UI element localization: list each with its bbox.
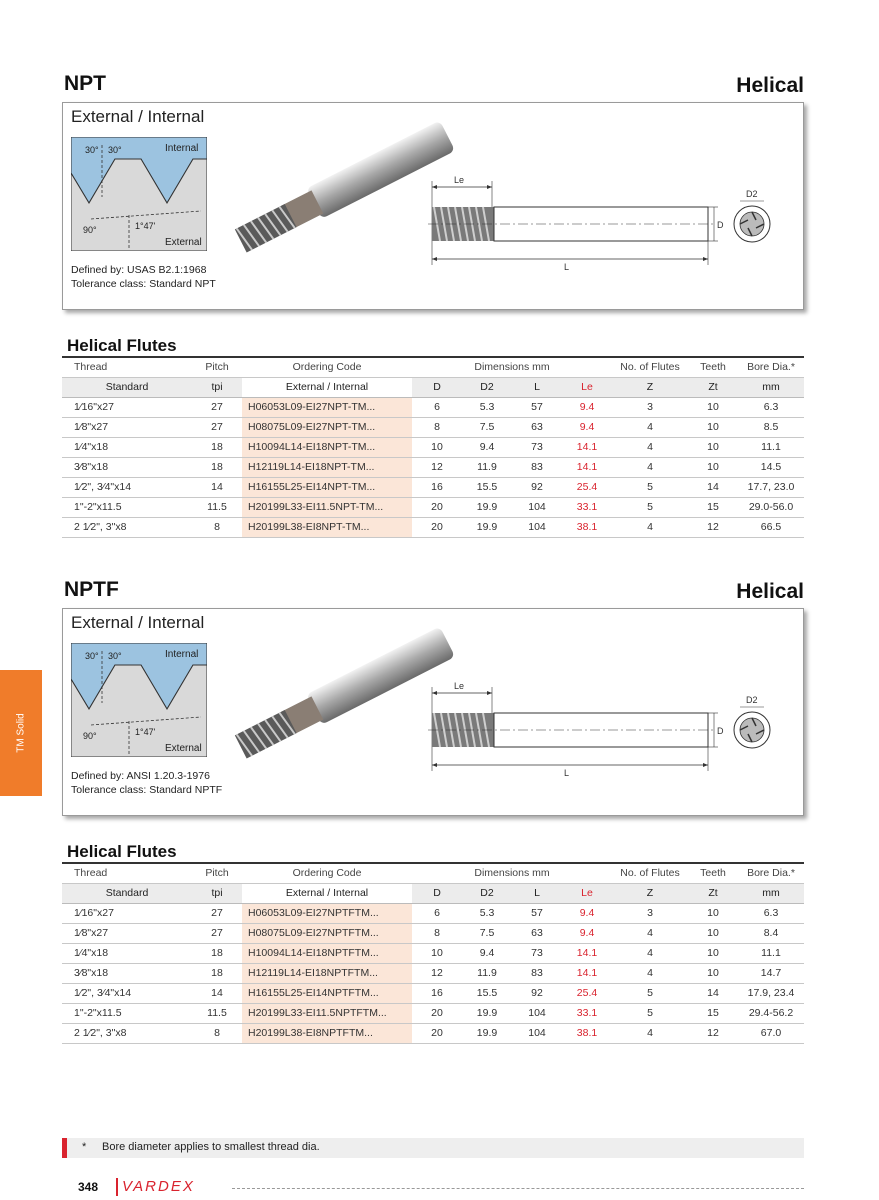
table-cell: 15 (688, 497, 738, 517)
table-cell: 14 (192, 983, 242, 1003)
footnote-text: Bore diameter applies to smallest thread dia. (102, 1141, 320, 1153)
section-header (62, 578, 804, 608)
table-column-header (62, 377, 804, 397)
table-cell: 38.1 (562, 517, 612, 537)
table-cell: 11.5 (192, 497, 242, 517)
table-group-header (62, 863, 804, 883)
table-cell: 10 (412, 943, 462, 963)
side-tab-label: TM Solid (15, 713, 27, 753)
table-row (62, 903, 804, 923)
table-cell: 27 (192, 397, 242, 417)
table-cell: 20 (412, 1023, 462, 1043)
table-cell: 38.1 (562, 1023, 612, 1043)
tool-info-panel (62, 608, 804, 816)
angle-right-label: 30° (108, 145, 122, 155)
spec-table (62, 862, 804, 1044)
page-number: 348 (78, 1180, 99, 1194)
le-label: Le (454, 681, 465, 691)
table-cell: 4 (612, 943, 688, 963)
group-header-cell: No. of Flutes (612, 357, 688, 377)
table-cell: 1⁄2", 3⁄4"x14 (62, 477, 192, 497)
tool-dimension-drawing (428, 679, 788, 779)
group-header-cell: Dimensions mm (412, 357, 612, 377)
group-header-cell: Thread (62, 863, 192, 883)
table-row (62, 923, 804, 943)
column-header-cell: Le (562, 377, 612, 397)
table-cell: 57 (512, 397, 562, 417)
table-cell: 7.5 (462, 417, 512, 437)
table-cell: 11.5 (192, 1003, 242, 1023)
table-cell: 66.5 (738, 517, 804, 537)
ordering-code-cell[interactable]: H08075L09-EI27NPT-TM... (242, 417, 412, 437)
table-cell: 29.0-56.0 (738, 497, 804, 517)
defined-by: Defined by: ANSI 1.20.3-1976 (71, 770, 210, 782)
table-cell: 5.3 (462, 397, 512, 417)
side-tab[interactable] (0, 670, 42, 796)
table-cell: 10 (688, 943, 738, 963)
table-cell: 15.5 (462, 983, 512, 1003)
table-row (62, 417, 804, 437)
table-cell: 20 (412, 1003, 462, 1023)
table-cell: 4 (612, 963, 688, 983)
footer-line (232, 1188, 804, 1189)
column-header-cell: D (412, 883, 462, 903)
table-cell: 15 (688, 1003, 738, 1023)
table-cell: 4 (612, 417, 688, 437)
section-type-label: Helical (736, 580, 804, 603)
group-header-cell: Dimensions mm (412, 863, 612, 883)
table-cell: 4 (612, 437, 688, 457)
d-label: D (717, 726, 724, 736)
table-cell: 8 (412, 923, 462, 943)
table-row (62, 457, 804, 477)
table-cell: 10 (688, 903, 738, 923)
panel-title: External / Internal (71, 613, 205, 632)
table-cell: 63 (512, 417, 562, 437)
table-cell: 10 (688, 437, 738, 457)
d2-label: D2 (746, 695, 758, 705)
table-cell: 27 (192, 417, 242, 437)
table-cell: 57 (512, 903, 562, 923)
table-cell: 1⁄4"x18 (62, 437, 192, 457)
section-title: NPTF (64, 578, 119, 601)
table-cell: 18 (192, 963, 242, 983)
d-label: D (717, 220, 724, 230)
table-cell: 92 (512, 983, 562, 1003)
spec-table (62, 356, 804, 538)
thread-profile-diagram (71, 137, 207, 251)
table-cell: 20 (412, 517, 462, 537)
table-cell: 10 (412, 437, 462, 457)
table-cell: 14.1 (562, 457, 612, 477)
table-cell: 29.4-56.2 (738, 1003, 804, 1023)
table-cell: 3⁄8"x18 (62, 963, 192, 983)
table-cell: 25.4 (562, 477, 612, 497)
table-cell: 9.4 (562, 417, 612, 437)
ordering-code-cell[interactable]: H10094L14-EI18NPT-TM... (242, 437, 412, 457)
taper-angle-label: 1°47' (135, 221, 156, 231)
ordering-code-cell[interactable]: H16155L25-EI14NPTFTM... (242, 983, 412, 1003)
table-cell: 104 (512, 1003, 562, 1023)
table-row (62, 497, 804, 517)
table-cell: 6 (412, 397, 462, 417)
table-group-header (62, 357, 804, 377)
table-cell: 7.5 (462, 923, 512, 943)
table-cell: 18 (192, 457, 242, 477)
table-cell: 19.9 (462, 497, 512, 517)
column-header-cell: mm (738, 377, 804, 397)
footnote-bar (62, 1138, 67, 1158)
table-cell: 19.9 (462, 1003, 512, 1023)
table-cell: 16 (412, 477, 462, 497)
table-cell: 33.1 (562, 497, 612, 517)
ordering-code-cell[interactable]: H20199L38-EI8NPTFTM... (242, 1023, 412, 1043)
group-header-cell: Bore Dia.* (738, 863, 804, 883)
table-cell: 11.9 (462, 963, 512, 983)
table-cell: 5.3 (462, 903, 512, 923)
table-row (62, 397, 804, 417)
table-cell: 27 (192, 923, 242, 943)
group-header-cell: Pitch (192, 863, 242, 883)
group-header-cell: Bore Dia.* (738, 357, 804, 377)
table-cell: 6.3 (738, 903, 804, 923)
table-cell: 14 (688, 983, 738, 1003)
column-header-cell: L (512, 377, 562, 397)
external-label: External (165, 743, 202, 754)
table-cell: 14 (688, 477, 738, 497)
table-cell: 1⁄4"x18 (62, 943, 192, 963)
ordering-code-cell[interactable]: H06053L09-EI27NPT-TM... (242, 397, 412, 417)
table-cell: 8.5 (738, 417, 804, 437)
footnote-star: * (82, 1141, 87, 1153)
table-cell: 3 (612, 903, 688, 923)
table-cell: 10 (688, 923, 738, 943)
ordering-code-cell[interactable]: H12119L14-EI18NPTFTM... (242, 963, 412, 983)
table-cell: 9.4 (462, 943, 512, 963)
internal-label: Internal (165, 649, 199, 660)
column-header-cell: External / Internal (242, 377, 412, 397)
table-cell: 14.1 (562, 437, 612, 457)
table-row (62, 1023, 804, 1043)
table-cell: 4 (612, 1023, 688, 1043)
internal-label: Internal (165, 143, 199, 154)
table-cell: 12 (412, 963, 462, 983)
footnote (62, 1138, 804, 1158)
table-cell: 83 (512, 457, 562, 477)
table-cell: 27 (192, 903, 242, 923)
table-cell: 14.7 (738, 963, 804, 983)
table-cell: 67.0 (738, 1023, 804, 1043)
section-header (62, 72, 804, 102)
column-header-cell: Zt (688, 377, 738, 397)
table-cell: 1"-2"x11.5 (62, 1003, 192, 1023)
external-label: External (165, 237, 202, 248)
table-cell: 11.1 (738, 437, 804, 457)
table-cell: 9.4 (462, 437, 512, 457)
section-type-label: Helical (736, 74, 804, 97)
table-cell: 1⁄8"x27 (62, 923, 192, 943)
column-header-cell: Zt (688, 883, 738, 903)
table-cell: 1⁄16"x27 (62, 903, 192, 923)
table-cell: 5 (612, 1003, 688, 1023)
column-header-cell: L (512, 883, 562, 903)
table-cell: 16 (412, 983, 462, 1003)
table-cell: 6.3 (738, 397, 804, 417)
table-cell: 11.1 (738, 943, 804, 963)
section-npt (62, 72, 804, 533)
table-cell: 14.5 (738, 457, 804, 477)
brand-logo: VARDEX (122, 1178, 195, 1195)
standard-definition (71, 769, 222, 797)
tool-photo (221, 121, 461, 256)
table-cell: 19.9 (462, 1023, 512, 1043)
table-row (62, 963, 804, 983)
table-cell: 1"-2"x11.5 (62, 497, 192, 517)
table-cell: 104 (512, 497, 562, 517)
group-header-cell: Teeth (688, 357, 738, 377)
table-cell: 63 (512, 923, 562, 943)
table-cell: 104 (512, 1023, 562, 1043)
table-cell: 104 (512, 517, 562, 537)
table-cell: 17.9, 23.4 (738, 983, 804, 1003)
taper-angle-label: 1°47' (135, 727, 156, 737)
ordering-code-cell[interactable]: H10094L14-EI18NPTFTM... (242, 943, 412, 963)
angle-left-label: 30° (85, 145, 99, 155)
group-header-cell: Thread (62, 357, 192, 377)
section-title: NPT (64, 72, 106, 95)
column-header-cell: Z (612, 883, 688, 903)
le-label: Le (454, 175, 465, 185)
table-cell: 10 (688, 963, 738, 983)
column-header-cell: tpi (192, 377, 242, 397)
table-cell: 73 (512, 437, 562, 457)
tolerance-class: Tolerance class: Standard NPT (71, 278, 216, 290)
column-header-cell: External / Internal (242, 883, 412, 903)
column-header-cell: Z (612, 377, 688, 397)
group-header-cell: No. of Flutes (612, 863, 688, 883)
column-header-cell: D2 (462, 377, 512, 397)
standard-definition (71, 263, 216, 291)
table-row (62, 1003, 804, 1023)
group-header-cell: Teeth (688, 863, 738, 883)
table-cell: 10 (688, 417, 738, 437)
table-cell: 3 (612, 397, 688, 417)
table-cell: 9.4 (562, 903, 612, 923)
thread-profile-diagram (71, 643, 207, 757)
table-cell: 14.1 (562, 963, 612, 983)
angle-90-label: 90° (83, 731, 97, 741)
table-cell: 18 (192, 437, 242, 457)
l-label: L (564, 262, 570, 272)
column-header-cell: D2 (462, 883, 512, 903)
ordering-code-cell[interactable]: H08075L09-EI27NPTFTM... (242, 923, 412, 943)
table-column-header (62, 883, 804, 903)
tolerance-class: Tolerance class: Standard NPTF (71, 784, 223, 796)
flutes-title: Helical Flutes (67, 842, 177, 861)
tool-info-panel (62, 102, 804, 310)
table-cell: 6 (412, 903, 462, 923)
table-row (62, 983, 804, 1003)
table-cell: 8 (192, 517, 242, 537)
table-cell: 9.4 (562, 397, 612, 417)
table-cell: 11.9 (462, 457, 512, 477)
ordering-code-cell[interactable]: H16155L25-EI14NPT-TM... (242, 477, 412, 497)
table-cell: 15.5 (462, 477, 512, 497)
flutes-title: Helical Flutes (67, 336, 177, 355)
table-cell: 14.1 (562, 943, 612, 963)
ordering-code-cell[interactable]: H20199L33-EI11.5NPT-TM... (242, 497, 412, 517)
table-cell: 33.1 (562, 1003, 612, 1023)
table-cell: 12 (412, 457, 462, 477)
table-cell: 9.4 (562, 923, 612, 943)
angle-right-label: 30° (108, 651, 122, 661)
defined-by: Defined by: USAS B2.1:1968 (71, 264, 207, 276)
group-header-cell: Ordering Code (242, 863, 412, 883)
table-cell: 19.9 (462, 517, 512, 537)
table-cell: 4 (612, 457, 688, 477)
table-cell: 8.4 (738, 923, 804, 943)
table-cell: 14 (192, 477, 242, 497)
angle-left-label: 30° (85, 651, 99, 661)
panel-title: External / Internal (71, 107, 205, 126)
brand-divider (116, 1178, 118, 1196)
table-cell: 5 (612, 497, 688, 517)
ordering-code-cell[interactable]: H20199L38-EI8NPT-TM... (242, 517, 412, 537)
table-cell: 10 (688, 457, 738, 477)
column-header-cell: Le (562, 883, 612, 903)
table-row (62, 943, 804, 963)
table-cell: 5 (612, 983, 688, 1003)
table-cell: 2 1⁄2", 3"x8 (62, 517, 192, 537)
table-cell: 25.4 (562, 983, 612, 1003)
group-header-cell: Ordering Code (242, 357, 412, 377)
table-cell: 8 (412, 417, 462, 437)
column-header-cell: tpi (192, 883, 242, 903)
table-cell: 1⁄2", 3⁄4"x14 (62, 983, 192, 1003)
table-cell: 10 (688, 397, 738, 417)
table-cell: 83 (512, 963, 562, 983)
column-header-cell: Standard (62, 377, 192, 397)
table-cell: 1⁄8"x27 (62, 417, 192, 437)
table-cell: 2 1⁄2", 3"x8 (62, 1023, 192, 1043)
table-cell: 4 (612, 517, 688, 537)
table-cell: 8 (192, 1023, 242, 1043)
ordering-code-cell[interactable]: H12119L14-EI18NPT-TM... (242, 457, 412, 477)
table-cell: 12 (688, 1023, 738, 1043)
table-cell: 1⁄16"x27 (62, 397, 192, 417)
tool-dimension-drawing (428, 173, 788, 273)
table-cell: 3⁄8"x18 (62, 457, 192, 477)
group-header-cell: Pitch (192, 357, 242, 377)
table-row (62, 477, 804, 497)
ordering-code-cell[interactable]: H06053L09-EI27NPTFTM... (242, 903, 412, 923)
table-cell: 20 (412, 497, 462, 517)
table-row (62, 437, 804, 457)
table-row (62, 517, 804, 537)
column-header-cell: D (412, 377, 462, 397)
table-cell: 73 (512, 943, 562, 963)
column-header-cell: Standard (62, 883, 192, 903)
tool-photo (221, 627, 461, 762)
d2-label: D2 (746, 189, 758, 199)
l-label: L (564, 768, 570, 778)
table-cell: 92 (512, 477, 562, 497)
angle-90-label: 90° (83, 225, 97, 235)
column-header-cell: mm (738, 883, 804, 903)
table-cell: 4 (612, 923, 688, 943)
ordering-code-cell[interactable]: H20199L33-EI11.5NPTFTM... (242, 1003, 412, 1023)
table-cell: 17.7, 23.0 (738, 477, 804, 497)
table-cell: 18 (192, 943, 242, 963)
table-cell: 12 (688, 517, 738, 537)
section-nptf (62, 578, 804, 1039)
table-cell: 5 (612, 477, 688, 497)
